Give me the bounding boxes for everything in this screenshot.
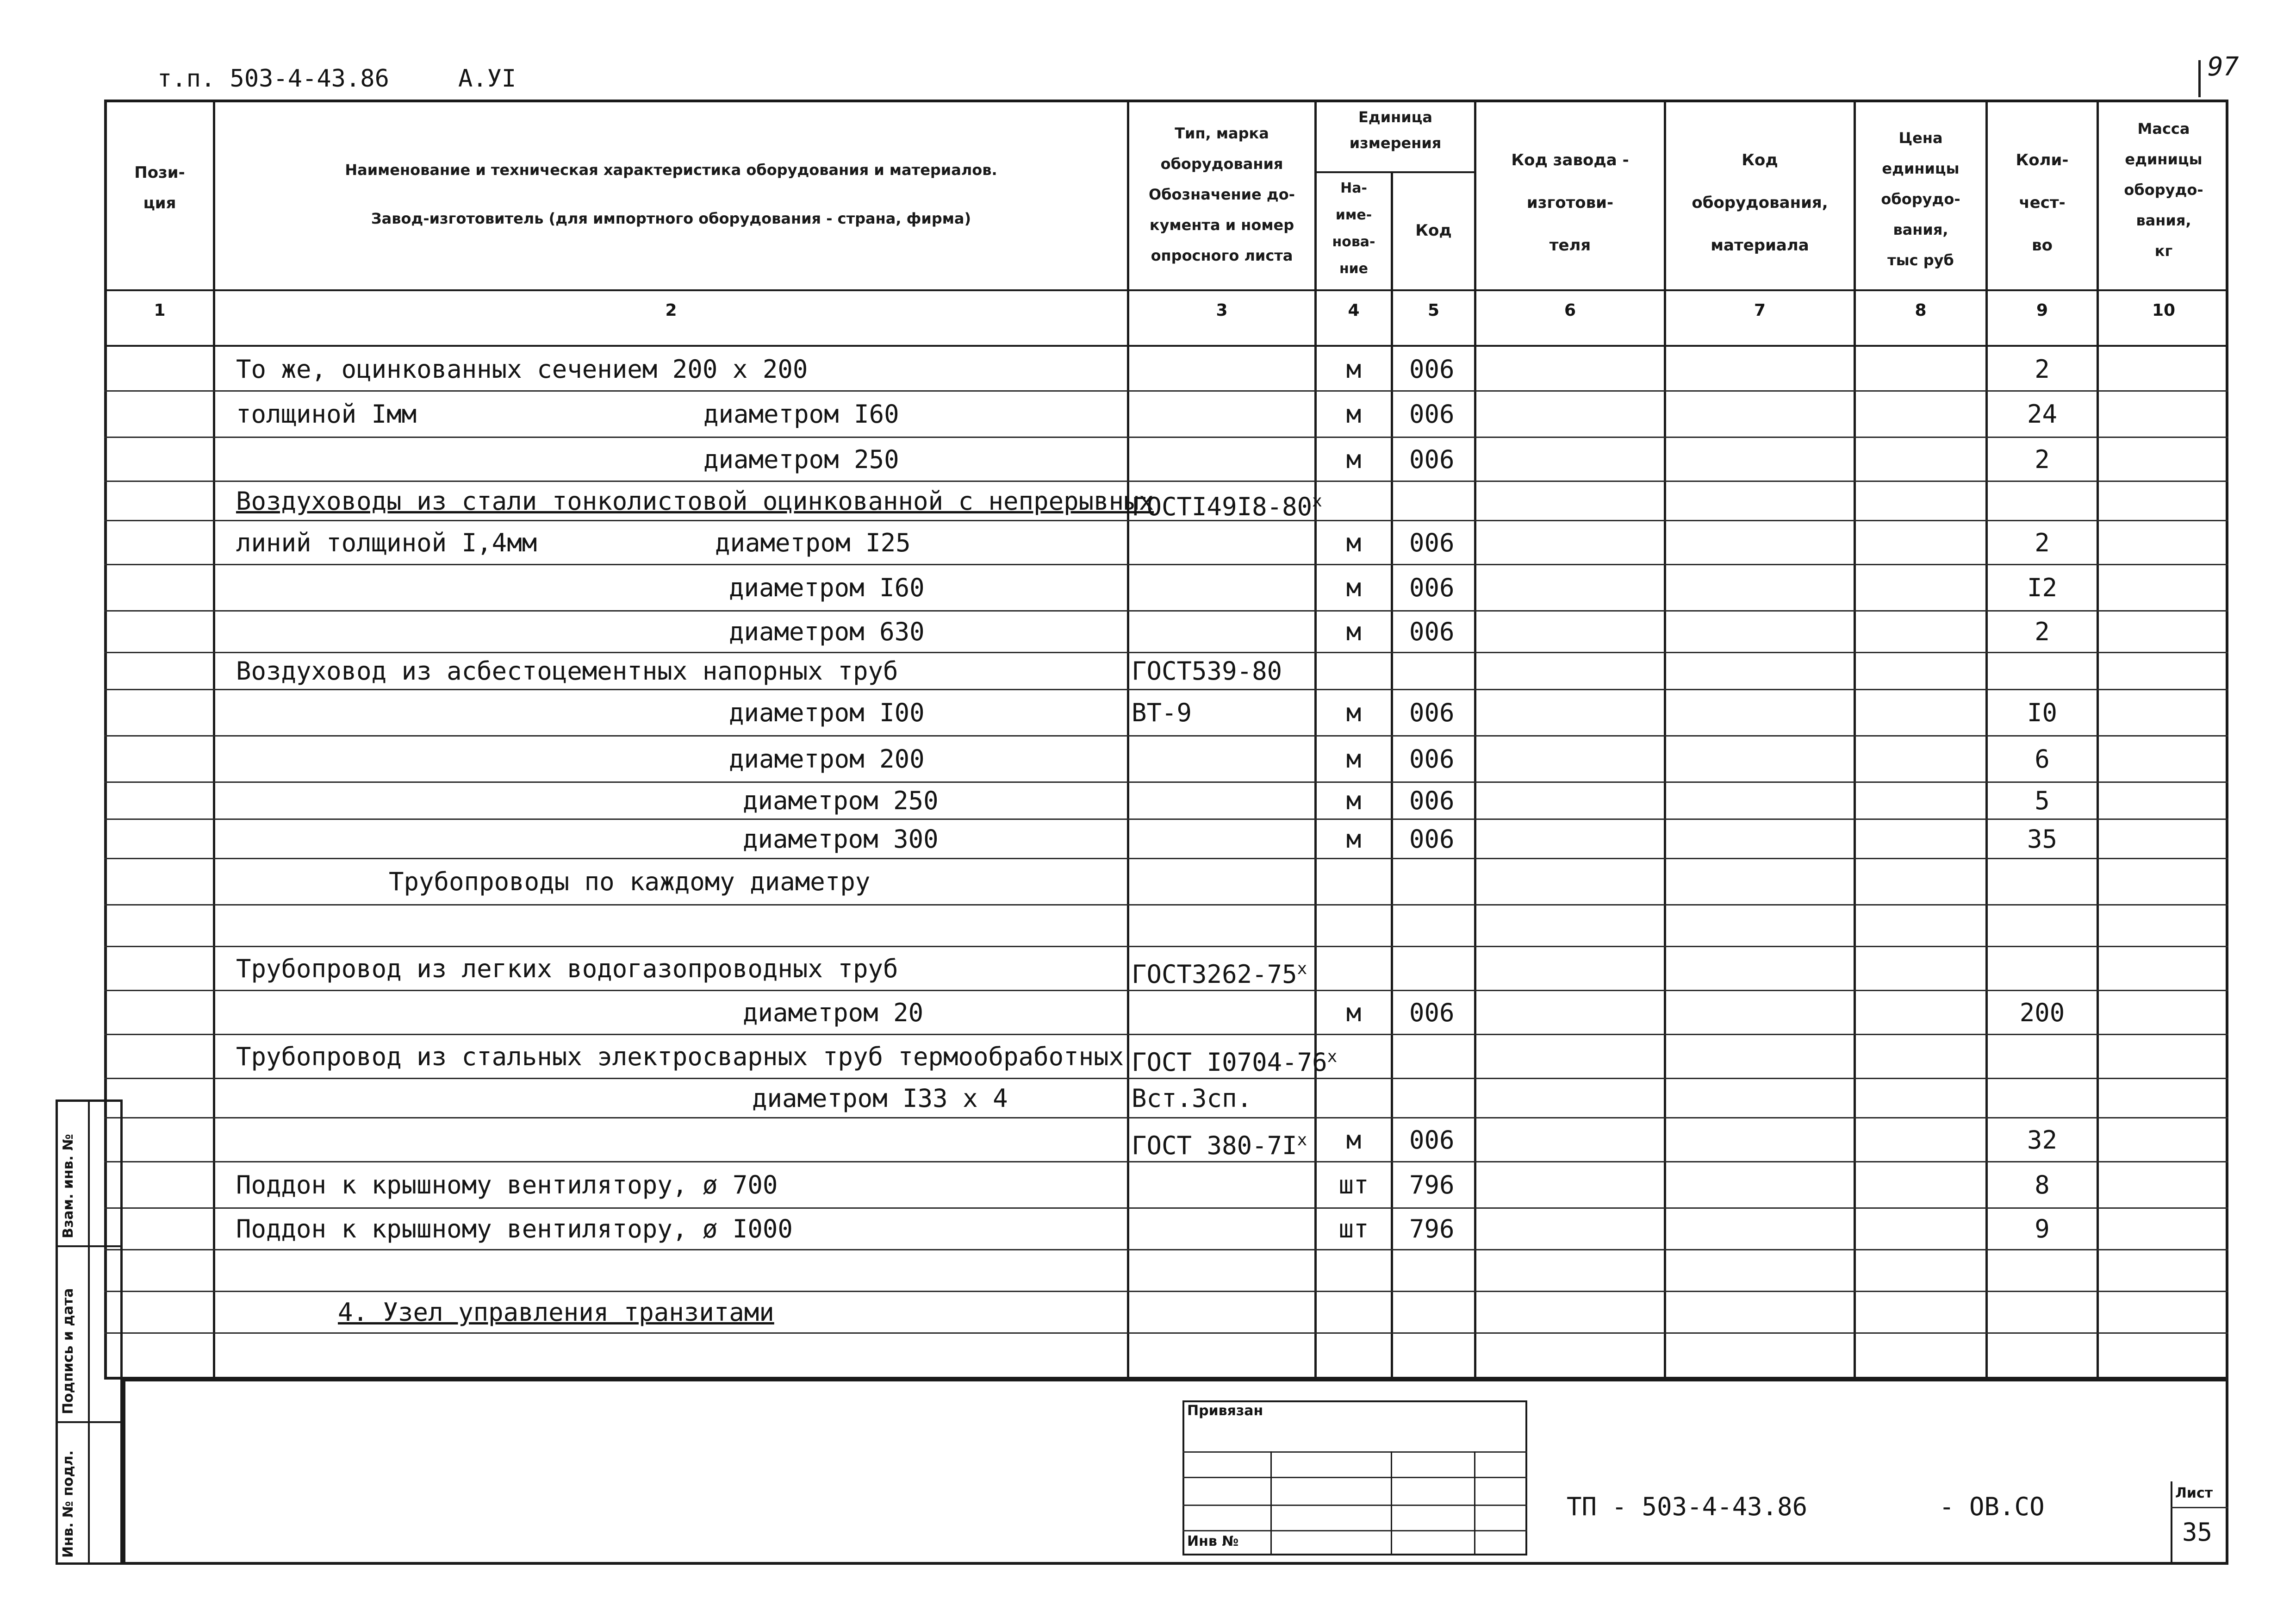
row-type-sup: х [1297,1130,1307,1149]
hdr-col1: Пози- ция [134,163,185,212]
row-qty: 24 [2027,400,2058,429]
sheet-line [2171,1507,2228,1508]
hdr-col3: Тип, марка оборудования Обозначение до- кумента и номер опросного листа [1149,125,1295,264]
row-line [104,1117,2228,1118]
row-line [104,1078,2228,1079]
col-line [1474,100,1476,1380]
row-unit: м [1346,573,1362,602]
col-number: 1 [154,301,166,320]
doc-suffix: - ОВ.СО [1939,1492,2045,1521]
row-type-sup: х [1312,491,1322,511]
col-number: 7 [1754,301,1766,320]
stamp-vline [1474,1451,1475,1555]
row-name-detail: диаметром 630 [729,617,925,646]
row-unit: м [1346,617,1362,646]
row-name-detail: диаметром I25 [715,528,911,557]
row-qty: 35 [2027,824,2058,854]
hdr-col10: Масса единицы оборудо- вания, кг [2124,120,2203,260]
col-number: 5 [1427,301,1440,320]
col-number: 8 [1915,301,1927,320]
row-qty: 2 [2035,444,2050,474]
header-sub-line [1314,171,1474,173]
row-name: Воздуховоды из стали тонколистовой оцинкованной с непрерывных [236,486,1154,516]
row-unit: м [1346,744,1362,774]
doc-ref: т.п. 503-4-43.86 [157,65,389,93]
row-code: 006 [1409,444,1455,474]
doc-code: ТП - 503-4-43.86 [1567,1492,1808,1521]
corner-tick [2198,60,2201,97]
row-name: Поддон к крышному вентилятору, ø 700 [236,1170,778,1199]
row-line [104,858,2228,859]
row-line [104,904,2228,906]
hdr-col2: Наименование и техническая характеристика оборудования и материалов. Завод-изготовитель (для импортного оборудования - страна, фирма) [345,161,997,227]
stamp-line [1182,1505,1527,1506]
row-qty: 8 [2035,1170,2050,1199]
row-qty: I0 [2027,698,2058,727]
row-unit: м [1346,786,1362,815]
row-qty: 200 [2019,998,2065,1027]
row-line [104,610,2228,612]
stamp-vline [1270,1451,1272,1555]
row-type: ГОСТ $I0704-76^х$ [1132,1047,1338,1077]
row-code: 006 [1409,786,1455,815]
col-line [1664,100,1666,1380]
row-line [104,652,2228,653]
row-unit: м [1346,400,1362,429]
row-unit: м [1346,824,1362,854]
row-line [104,781,2228,783]
row-qty: 2 [2035,354,2050,384]
col-number: 10 [2152,301,2176,320]
col-number: 9 [2036,301,2048,320]
row-line [104,437,2228,438]
album-ref: А.УI [458,65,516,93]
row-name: Трубопроводы по каждому диаметру [389,867,871,896]
row-name: Поддон к крышному вентилятору, ø I000 [236,1214,793,1243]
side-label-sign: Подпись и дата [60,1288,76,1414]
row-code: 006 [1409,354,1455,384]
row-line [104,818,2228,820]
stamp-vline [1391,1451,1392,1555]
row-name-detail: диаметром I00 [729,698,925,727]
hdr-col5: Код [1415,221,1452,240]
row-type: ВТ-9 [1132,698,1192,727]
row-name-detail: диаметром I33 х 4 [752,1083,1008,1113]
hdr-col6: Код завода - изготови- теля [1511,151,1629,255]
row-name-detail: диаметром 200 [729,744,925,774]
row-name-detail: диаметром 20 [743,998,924,1027]
row-code: 006 [1409,617,1455,646]
row-qty: 6 [2035,744,2050,774]
row-name: 4. Узел управления транзитами [338,1298,774,1327]
row-type-sup: х [1297,959,1307,978]
row-code: 006 [1409,744,1455,774]
row-code: 006 [1409,400,1455,429]
side-label-inv: Инв. № подл. [60,1450,76,1558]
row-unit: м [1346,528,1362,557]
col-line [213,100,215,1380]
stamp-line [1182,1451,1527,1453]
row-name: Трубопровод из легких водогазопроводных труб [236,954,898,983]
col-line [2097,100,2099,1380]
hdr-col4: На- име- нова- ние [1332,180,1375,277]
numbers-bottom-line [104,345,2228,347]
hdr-unit-group: Единица измерения [1349,108,1442,152]
row-code: 796 [1409,1170,1455,1199]
row-line [104,946,2228,947]
row-qty: 2 [2035,617,2050,646]
row-name: То же, оцинкованных сечением 200 х 200 [236,354,808,384]
row-qty: 5 [2035,786,2050,815]
row-line [104,735,2228,737]
row-line [104,564,2228,565]
row-unit: м [1346,444,1362,474]
row-type: $ГОСТ3262-75^х$ [1132,959,1307,989]
row-type: $ГОСТI49I8-80^х$ [1132,491,1322,521]
row-type: Вст.3сп. [1132,1083,1252,1113]
stamp-outer [123,1377,2228,1565]
row-qty: 9 [2035,1214,2050,1243]
col-number: 6 [1564,301,1576,320]
row-line [104,689,2228,690]
row-name-detail: диаметром 250 [743,786,939,815]
col-line [1854,100,1856,1380]
row-qty: I2 [2027,573,2058,602]
row-type: ГОСТ $380-7I^х$ [1132,1130,1307,1160]
row-name: линий толщиной I,4мм [236,528,537,557]
row-code: 006 [1409,528,1455,557]
side-label-replace: Взам. инв. № [60,1134,76,1238]
hdr-col8: Цена единицы оборудо- вания, тыс руб [1881,129,1960,269]
stamp-line [1182,1530,1527,1531]
row-unit: шт [1338,1214,1369,1243]
row-unit: м [1346,1125,1362,1155]
sheet-number: 35 [2182,1518,2213,1547]
row-line [104,1161,2228,1162]
row-name: Трубопровод из стальных электросварных труб термообработных [236,1042,1124,1071]
col-number: 3 [1216,301,1228,320]
row-qty: 32 [2027,1125,2058,1155]
row-name: Воздуховод из асбестоцементных напорных труб [236,656,898,686]
row-code: 006 [1409,998,1455,1027]
row-unit: м [1346,354,1362,384]
side-strip-divider [88,1099,90,1565]
stamp-line [1182,1477,1527,1478]
row-line [104,1291,2228,1292]
col-line [1127,100,1129,1380]
row-line [104,1332,2228,1334]
side-strip-line [56,1245,123,1247]
row-line [104,390,2228,392]
row-line [104,1249,2228,1250]
row-name-detail: диаметром 250 [703,444,899,474]
row-type: ГОСТ539-80 [1132,656,1282,686]
row-code: 006 [1409,573,1455,602]
sheet-label: Лист [2175,1485,2213,1501]
inv-no-label: Инв № [1187,1533,1239,1549]
row-line [104,1207,2228,1209]
row-name-detail: диаметром I60 [703,400,899,429]
row-code: 006 [1409,698,1455,727]
col-number: 2 [665,301,677,320]
row-type-sup: х [1327,1047,1338,1066]
corner-mark: 97 [2208,52,2239,82]
row-code: 006 [1409,1125,1455,1155]
row-unit: шт [1338,1170,1369,1199]
row-line [104,990,2228,991]
row-line [104,1034,2228,1035]
privyazan-label: Привязан [1187,1403,1263,1419]
row-line [104,481,2228,482]
col-number: 4 [1348,301,1360,320]
hdr-col7: Код оборудования, материала [1692,151,1828,255]
row-name: толщиной Iмм [236,400,417,429]
col-line [1391,171,1393,1380]
row-unit: м [1346,698,1362,727]
row-name-detail: диаметром I60 [729,573,925,602]
row-unit: м [1346,998,1362,1027]
row-code: 796 [1409,1214,1455,1243]
row-code: 006 [1409,824,1455,854]
row-qty: 2 [2035,528,2050,557]
header-bottom-line [104,289,2228,291]
row-name-detail: диаметром 300 [743,824,939,854]
hdr-col9: Коли- чест- во [2016,151,2069,255]
side-strip-line [56,1421,123,1423]
